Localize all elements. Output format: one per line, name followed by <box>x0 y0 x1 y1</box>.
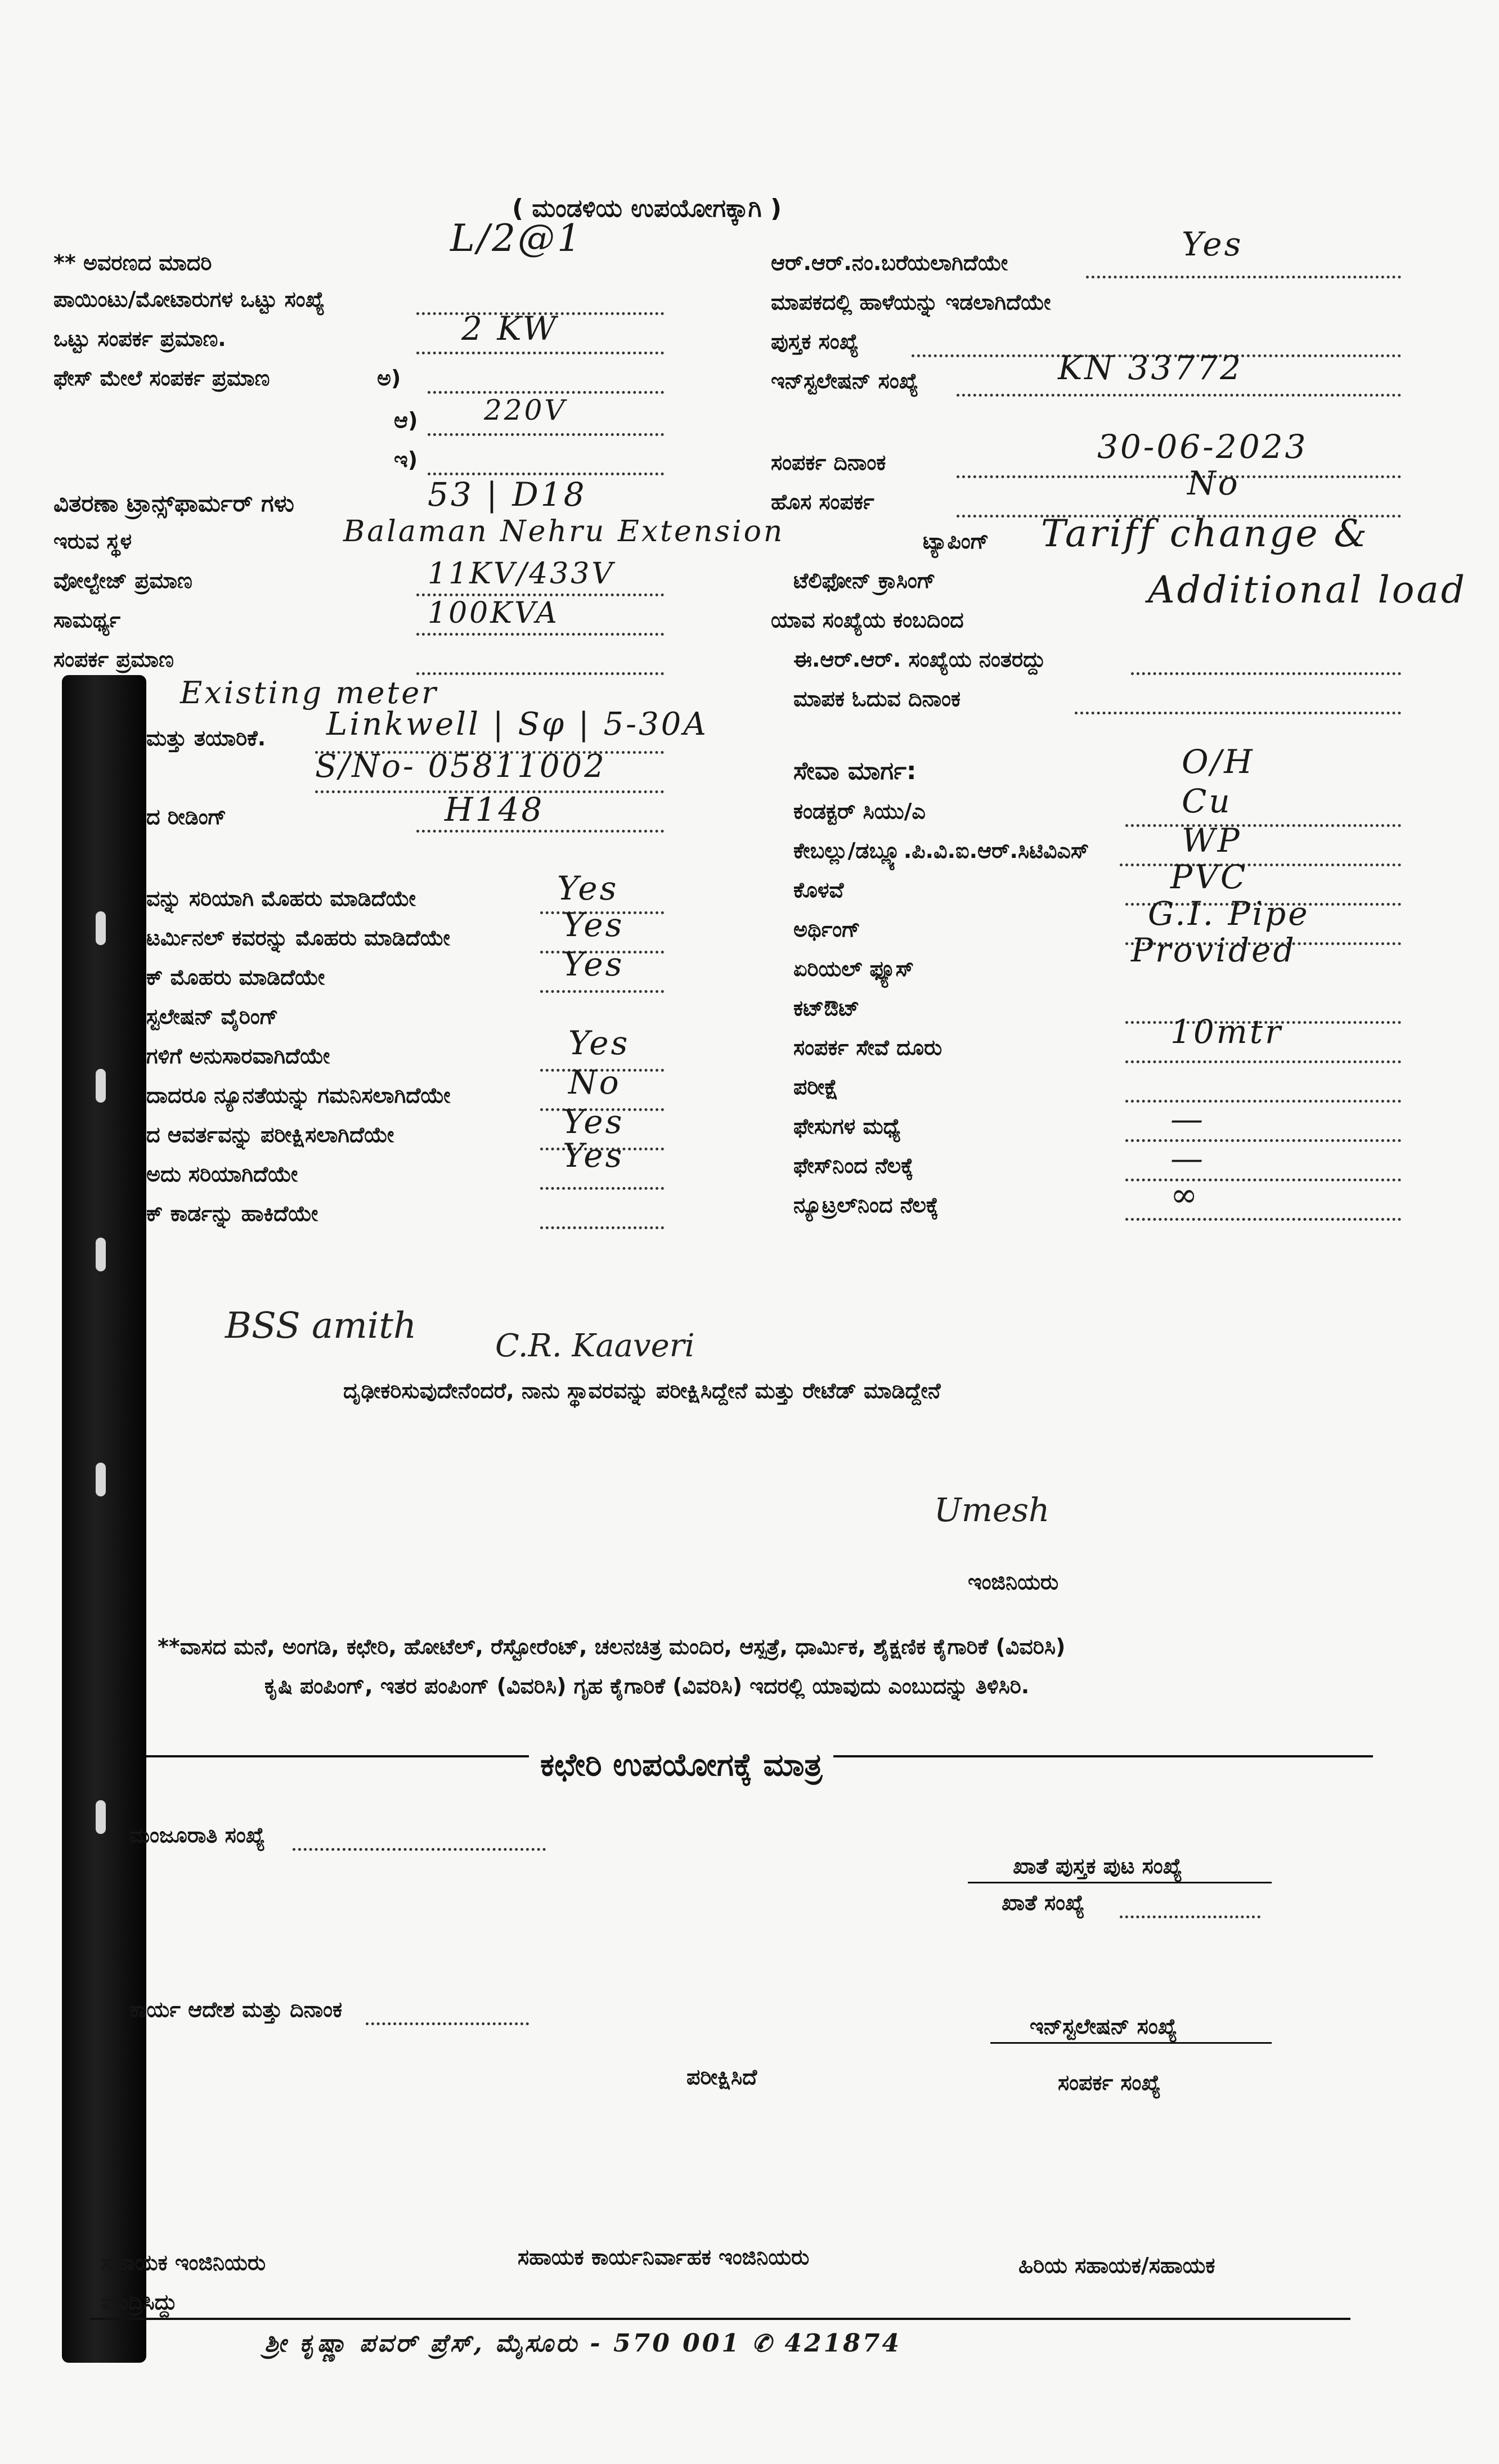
existing-meter-value: Existing meter <box>180 675 438 711</box>
account-number-field[interactable] <box>1120 1916 1260 1918</box>
signature-engineer: Umesh <box>934 1491 1050 1529</box>
is-correct-value: Yes <box>563 1136 625 1175</box>
sanction-number-label: ಮಂಜೂರಾತಿ ಸಂಖ್ಯೆ <box>129 1823 266 1847</box>
installation-wiring-label: ಸ್ಟಲೇಷನ್ ವೈರಿಂಗ್ <box>146 1004 279 1029</box>
meter-make-label: ಮತ್ತು ತಯಾರಿಕೆ. <box>146 726 266 750</box>
circuit-tested-label: ದ ಆವರ್ತವನ್ನು ಪರೀಕ್ಷಿಸಲಾಗಿದೆಯೇ <box>146 1122 394 1147</box>
aerial-fuse-label: ಏರಿಯಲ್ ಫ್ಯೂಸ್ <box>793 956 914 981</box>
binder-hole <box>96 1463 106 1496</box>
installation-number-label: ಇನ್‌ಸ್ಟಲೇಷನ್ ಸಂಖ್ಯೆ <box>771 368 919 393</box>
work-order-label: ಕಾರ್ಯ ಆದೇಶ ಮತ್ತು ದಿನಾಂಕ <box>129 1997 343 2022</box>
footer-rule <box>90 2318 1350 2320</box>
meter-reading-date-field[interactable] <box>1075 712 1401 714</box>
certification-text: ದೃಢೀಕರಿಸುವುದೇನೆಂದರೆ, ನಾನು ಸ್ಥಾವರವನ್ನು ಪರೀಕ್ಷಿಸಿದ್ದೇನೆ ಮತ್ತು ರೇಟೆಡ್ ಮಾಡಿದ್ದೇನೆ <box>343 1378 941 1403</box>
phase-to-earth-label: ಫೇಸ್‌ನಿಂದ ನೆಲಕ್ಕೆ <box>793 1153 914 1178</box>
pole-number-value: Additional load <box>1148 568 1467 611</box>
phase-b-value: 220V <box>484 394 567 426</box>
capacity-value: 100KVA <box>428 596 559 630</box>
is-correct-label: ಅದು ಸರಿಯಾಗಿದೆಯೇ <box>146 1162 298 1186</box>
conductor-field[interactable] <box>1125 824 1401 827</box>
neutral-to-earth-field[interactable] <box>1125 1218 1401 1221</box>
service-line-label: ಸೇವಾ ಮಾರ್ಗ: <box>793 757 917 785</box>
senior-assistant-label: ಹಿರಿಯ ಸಹಾಯಕ/ಸಹಾಯಕ <box>1018 2253 1215 2278</box>
connection-date-label: ಸಂಪರ್ಕ ದಿನಾಂಕ <box>771 450 886 475</box>
office-installation-line <box>990 2042 1272 2044</box>
capacity-field[interactable] <box>416 633 664 636</box>
conduit-value: PVC <box>1170 858 1248 896</box>
signature-contractor: BSS amith <box>225 1305 417 1347</box>
connection-date-value: 30-06-2023 <box>1097 428 1308 466</box>
total-load-label: ಒಟ್ಟು ಸಂಪರ್ಕ ಪ್ರಮಾಣ. <box>53 326 226 351</box>
service-distance-field[interactable] <box>1125 1060 1401 1063</box>
cable-type-value: WP <box>1182 821 1242 860</box>
phase-to-earth-value: — <box>1170 1139 1205 1177</box>
checked-label: ಪರೀಕ್ಷಿಸಿದೆ <box>686 2065 757 2089</box>
conduit-label: ಕೊಳವೆ <box>793 878 844 902</box>
new-connection-value: No <box>1187 464 1240 502</box>
total-load-field[interactable] <box>416 352 664 354</box>
connection-quantity-field[interactable] <box>416 672 664 675</box>
office-installation-label: ಇನ್‌ಸ್ಟಲೇಷನ್ ಸಂಖ್ಯೆ <box>1030 2014 1178 2039</box>
binder-clip <box>62 675 146 2363</box>
test-label: ಪರೀಕ್ಷೆ <box>793 1074 838 1099</box>
aee-label: ಸಹಾಯಕ ಕಾರ್ಯನಿರ್ವಾಹಕ ಇಂಜಿನಿಯರು <box>518 2245 810 2269</box>
connection-quantity-label: ಸಂಪರ್ಕ ಪ್ರಮಾಣ <box>53 647 174 672</box>
is-correct-field[interactable] <box>540 1187 664 1190</box>
capacity-label: ಸಾಮರ್ಥ್ಯ <box>53 608 121 632</box>
binder-hole <box>96 1800 106 1834</box>
transformer-value: 53 | D18 <box>428 475 587 514</box>
ledger-page-label: ಖಾತೆ ಪುಸ್ತಕ ಪುಟ ಸಂಖ್ಯೆ <box>1013 1854 1183 1878</box>
circuit-tested-value: Yes <box>563 1103 625 1141</box>
cable-type-field[interactable] <box>1120 864 1401 866</box>
location-label: ಇರುವ ಸ್ಥಳ <box>53 529 132 554</box>
conforms-rules-value: Yes <box>568 1024 630 1062</box>
conductor-label: ಕಂಡಕ್ಟರ್ ಸಿಯು/ಎ <box>793 799 926 824</box>
service-distance-value: 10mtr <box>1170 1013 1283 1051</box>
total-load-value: 2 KW <box>461 309 559 348</box>
phase-load-label: ಫೇಸ್ ಮೇಲೆ ಸಂಪರ್ಕ ಪ್ರಮಾಣ <box>53 366 270 390</box>
points-motors-label: ಪಾಯಿಂಟು/ಮೋಟಾರುಗಳ ಒಟ್ಟು ಸಂಖ್ಯೆ <box>53 287 325 312</box>
defects-noticed-label: ದಾದರೂ ನ್ಯೂನತೆಯನ್ನು ಗಮನಿಸಲಾಗಿದೆಯೇ <box>146 1083 451 1108</box>
aerial-fuse-value: Provided <box>1131 931 1296 969</box>
signature-cr: C.R. Kaaveri <box>495 1328 695 1364</box>
installation-number-field[interactable] <box>957 394 1401 397</box>
earthing-label: ಅರ್ಥಿಂಗ್ <box>793 917 860 942</box>
work-order-field[interactable] <box>366 2022 529 2025</box>
rr-no-written-label: ಆರ್.ಆರ್.ನಂ.ಬರೆಯಲಾಗಿದೆಯೇ <box>771 250 1008 275</box>
ledger-page-line <box>968 1882 1272 1883</box>
service-line-value: O/H <box>1182 743 1255 781</box>
new-connection-label: ಹೊಸ ಸಂಪರ್ಕ <box>771 489 874 514</box>
card-placed-label: ಕ್ ಕಾರ್ಡನ್ನು ಹಾಕಿದೆಯೇ <box>146 1201 318 1226</box>
phase-to-earth-field[interactable] <box>1125 1179 1401 1181</box>
meter-card-label: ಮಾಪಕದಲ್ಲಿ ಹಾಳೆಯನ್ನು ಇಡಲಾಗಿದೆಯೇ <box>771 290 1051 314</box>
neutral-to-earth-value: ∞ <box>1170 1176 1200 1214</box>
voltage-value: 11KV/433V <box>428 557 615 591</box>
after-rr-label: ಈ.ಆರ್.ಆರ್. ಸಂಖ್ಯೆಯ ನಂತರದ್ದು <box>793 647 1046 672</box>
sanction-number-field[interactable] <box>293 1848 546 1851</box>
premise-type-label: ** ಅವರಣದ ಮಾದರಿ <box>53 250 212 275</box>
pole-number-label: ಯಾವ ಸಂಖ್ಯೆಯ ಕಂಬದಿಂದ <box>771 608 964 632</box>
tapping-label: ಟ್ಯಾಪಿಂಗ್ <box>923 529 989 554</box>
rr-no-written-field[interactable] <box>1086 276 1401 278</box>
premise-note-line2: ಕೃಷಿ ಪಂಪಿಂಗ್, ಇತರ ಪಂಪಿಂಗ್ (ವಿವರಿಸಿ) ಗೃಹ ಕೈಗಾರಿಕೆ (ವಿವರಿಸಿ) ಇದರಲ್ಲಿ ಯಾವುದು ಎಂಬುದನ್ನು ತಿಳಿಸಿರಿ. <box>264 1674 1030 1698</box>
assistant-engineer-label: ಸಹಾಯಕ ಇಂಜಿನಿಯರು <box>101 2250 266 2275</box>
binder-hole <box>96 1069 106 1103</box>
account-number-label: ಖಾತೆ ಸಂಖ್ಯೆ <box>1002 1890 1085 1915</box>
form-title: ( ಮಂಡಳಿಯ ಉಪಯೋಗಕ್ಕಾಗಿ ) <box>512 194 782 223</box>
after-rr-field[interactable] <box>1131 672 1401 675</box>
terminal-cover-label: ಟರ್ಮಿನಲ್ ಕವರನ್ನು ಮೊಹರು ಮಾಡಿದೆಯೇ <box>146 925 450 950</box>
rr-no-written-value: Yes <box>1182 225 1244 263</box>
box-seal-field[interactable] <box>540 990 664 993</box>
transformer-label: ವಿತರಣಾ ಟ್ರಾನ್ಸ್‌ಫಾರ್ಮರ್ ಗಳು <box>53 489 294 517</box>
conductor-value: Cu <box>1182 782 1232 820</box>
test-field[interactable] <box>1125 1100 1401 1103</box>
tapping-value: Tariff change & <box>1041 512 1370 555</box>
phase-b-field[interactable] <box>428 433 664 436</box>
meter-make-value: Linkwell | Sφ | 5-30A <box>326 706 708 743</box>
phase-c-marker: ಇ) <box>394 447 418 472</box>
sealed-properly-label: ವನ್ನು ಸರಿಯಾಗಿ ಮೊಹರು ಮಾಡಿದೆಯೇ <box>146 886 416 911</box>
connection-date-field[interactable] <box>957 475 1401 478</box>
terminal-cover-value: Yes <box>563 906 625 944</box>
installation-number-value: KN 33772 <box>1058 349 1244 387</box>
premise-note-line1: **ವಾಸದ ಮನೆ, ಅಂಗಡಿ, ಕಛೇರಿ, ಹೋಟೆಲ್, ರೆಸ್ಟೋರೆಂಟ್, ಚಲನಚಿತ್ರ ಮಂದಿರ, ಆಸ್ಪತ್ರೆ, ಧಾರ್ಮಿಕ, ಶೈಕ್ಷಣಿಕ ಕೈಗಾರಿಕೆ (ವಿವರಿಸಿ) <box>158 1634 1066 1659</box>
box-seal-value: Yes <box>563 945 625 983</box>
neutral-to-earth-label: ನ್ಯೂಟ್ರಲ್‌ನಿಂದ ನೆಲಕ್ಕೆ <box>793 1193 939 1217</box>
between-phases-value: — <box>1170 1100 1205 1138</box>
phase-a-marker: ಅ) <box>377 366 401 390</box>
printed-by-label: ಮುದ್ರಿಸಿದ್ದು <box>101 2290 177 2314</box>
handwritten-code: L/2@1 <box>450 217 584 260</box>
binder-hole <box>96 1238 106 1271</box>
card-placed-field[interactable] <box>540 1226 664 1229</box>
phase-b-marker: ಆ) <box>394 408 418 433</box>
connection-number-label: ಸಂಪರ್ಕ ಸಂಖ್ಯೆ <box>1058 2070 1161 2095</box>
book-number-label: ಪುಸ್ತಕ ಸಂಖ್ಯೆ <box>771 329 859 354</box>
meter-reading-field[interactable] <box>416 830 664 833</box>
binder-hole <box>96 911 106 945</box>
engineer-label: ಇಂಜಿನಿಯರು <box>968 1570 1059 1594</box>
printer-footer: ಶ್ರೀ ಕೃಷ್ಣಾ ಪವರ್ ಪ್ರೆಸ್, ಮೈಸೂರು - 570 001 ✆ 421874 <box>264 2329 902 2358</box>
location-value: Balaman Nehru Extension <box>343 515 785 548</box>
meter-serial-value: S/No- 05811002 <box>315 748 607 785</box>
between-phases-field[interactable] <box>1125 1139 1401 1142</box>
meter-reading-label: ದ ರೀಡಿಂಗ್ <box>146 804 227 829</box>
office-use-title: ಕಛೇರಿ ಉಪಯೋಗಕ್ಕೆ ಮಾತ್ರ <box>529 1747 833 1784</box>
earthing-value: G.I. Pipe <box>1148 894 1310 933</box>
meter-reading-date-label: ಮಾಪಕ ಓದುವ ದಿನಾಂಕ <box>793 686 961 711</box>
service-distance-label: ಸಂಪರ್ಕ ಸೇವೆ ದೂರು <box>793 1035 943 1060</box>
cable-type-label: ಕೇಬಲ್ಲು/ಡಬ್ಲ್ಯೂ.ಪಿ.ವಿ.ಐ.ಆರ್.ಸಿಟಿವಿಎಸ್ <box>793 838 1089 863</box>
defects-noticed-value: No <box>568 1063 621 1101</box>
sealed-properly-value: Yes <box>557 869 619 907</box>
meter-reading-value: H148 <box>445 790 545 829</box>
box-seal-label: ಕ್ ಮೊಹರು ಮಾಡಿದೆಯೇ <box>146 965 325 990</box>
cutout-label: ಕಟ್‌ಔಟ್ <box>793 996 860 1020</box>
between-phases-label: ಫೇಸುಗಳ ಮಧ್ಯೆ <box>793 1114 901 1139</box>
voltage-label: ವೋಲ್ಟೇಜ್ ಪ್ರಮಾಣ <box>53 568 192 593</box>
conforms-rules-label: ಗಳಿಗೆ ಅನುಸಾರವಾಗಿದೆಯೇ <box>146 1044 330 1068</box>
telephone-crossing-label: ಟೆಲಿಫೋನ್ ಕ್ರಾಸಿಂಗ್ <box>793 568 936 593</box>
